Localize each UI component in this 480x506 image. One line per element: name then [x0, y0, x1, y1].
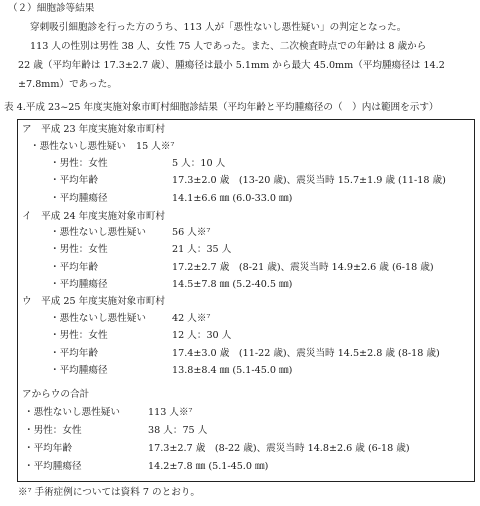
- total-row-label: ・悪性ないし悪性疑い: [24, 407, 120, 418]
- group-i-row-value: 21 人：35 人: [172, 244, 232, 255]
- total-row-value: 17.3±2.7 歳 (8-22 歳)、震災当時 14.8±2.6 歳 (6-18 歳): [148, 443, 410, 454]
- group-a-row-label: ・平均年齢: [50, 175, 98, 186]
- group-i-row-value: 56 人※⁷: [172, 227, 211, 238]
- group-u-row-label: ・平均年齢: [50, 348, 98, 359]
- section-heading: （２）細胞診等結果: [8, 3, 95, 14]
- total-row-value: 113 人※⁷: [148, 407, 193, 418]
- group-i-row-label: ・平均腫瘍径: [50, 279, 108, 290]
- group-u-row-label: ・男性：女性: [50, 330, 108, 341]
- group-i-title: イ 平成 24 年度実施対象市町村: [22, 211, 166, 222]
- group-a-row-label: ・男性：女性: [50, 158, 108, 169]
- group-a-row-label: ・平均腫瘍径: [50, 193, 108, 204]
- total-row-value: 38 人：75 人: [148, 425, 208, 436]
- group-a-row-value: 15 人※⁷: [136, 141, 175, 152]
- group-u-row-value: 12 人：30 人: [172, 330, 232, 341]
- total-row-label: ・平均腫瘍径: [24, 461, 82, 472]
- group-i-row-label: ・悪性ないし悪性疑い: [50, 227, 146, 238]
- footnote: ※⁷ 手術症例については資料 7 のとおり。: [18, 487, 200, 498]
- group-u-row-value: 42 人※⁷: [172, 313, 211, 324]
- paragraph-line-3: 22 歳（平均年齢は 17.3±2.7 歳）、腫瘍径は最小 5.1mm から最大 45.0mm（平均腫瘍径は 14.2: [18, 60, 445, 71]
- group-u-title: ウ 平成 25 年度実施対象市町村: [22, 296, 166, 307]
- total-title: アからウの合計: [22, 389, 90, 400]
- paragraph-line-4: ±7.8mm）であった。: [18, 79, 117, 90]
- total-row-label: ・平均年齢: [24, 443, 72, 454]
- total-row-label: ・男性：女性: [24, 425, 82, 436]
- group-a-row-value: 17.3±2.0 歳 (13-20 歳)、震災当時 15.7±1.9 歳 (11-18 歳): [172, 175, 446, 186]
- group-u-row-label: ・平均腫瘍径: [50, 365, 108, 376]
- group-i-row-label: ・平均年齢: [50, 262, 98, 273]
- group-u-row-value: 17.4±3.0 歳 (11-22 歳)、震災当時 14.5±2.8 歳 (8-18 歳): [172, 348, 440, 359]
- group-i-row-label: ・男性：女性: [50, 244, 108, 255]
- group-a-title: ア 平成 23 年度実施対象市町村: [22, 124, 166, 135]
- group-u-row-value: 13.8±8.4 ㎜ (5.1-45.0 ㎜): [172, 365, 293, 376]
- group-i-row-value: 17.2±2.7 歳 (8-21 歳)、震災当時 14.9±2.6 歳 (6-18 歳): [172, 262, 434, 273]
- paragraph-line-1: 穿刺吸引細胞診を行った方のうち、113 人が「悪性ないし悪性疑い」の判定となった。: [30, 22, 407, 33]
- group-a-row-value: 14.1±6.6 ㎜ (6.0-33.0 ㎜): [172, 193, 293, 204]
- table-caption: 表 4.平成 23~25 年度実施対象市町村細胞診結果（平均年齢と平均腫瘍径の（ ）内は範囲を示す）: [4, 102, 439, 113]
- group-a-row-value: 5 人：10 人: [172, 158, 226, 169]
- group-u-row-label: ・悪性ないし悪性疑い: [50, 313, 146, 324]
- paragraph-line-2: 113 人の性別は男性 38 人、女性 75 人であった。また、二次検査時点での年齢は 8 歳から: [30, 41, 427, 52]
- group-a-row-label: ・悪性ないし悪性疑い: [30, 141, 126, 152]
- total-row-value: 14.2±7.8 ㎜ (5.1-45.0 ㎜): [148, 461, 269, 472]
- group-i-row-value: 14.5±7.8 ㎜ (5.2-40.5 ㎜): [172, 279, 293, 290]
